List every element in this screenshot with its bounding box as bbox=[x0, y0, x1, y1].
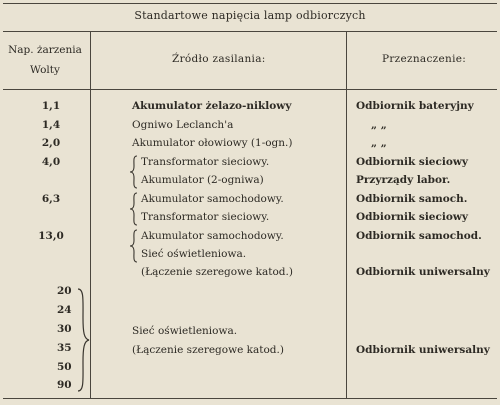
purpose-cell: Odbiornik samochod. bbox=[356, 230, 482, 242]
header-voltage-line1: Nap. żarzenia bbox=[8, 44, 82, 56]
voltage-cell: 4,0 bbox=[41, 156, 61, 168]
voltage-cell: 24 bbox=[57, 304, 72, 316]
table-top-border bbox=[3, 3, 497, 4]
source-cell: (Łączenie szeregowe katod.) bbox=[132, 344, 284, 356]
purpose-cell: Przyrządy labor. bbox=[356, 174, 451, 186]
voltage-cell: 50 bbox=[57, 361, 72, 373]
purpose-cell: Odbiornik sieciowy bbox=[356, 211, 469, 223]
source-cell: Ogniwo Leclanch'a bbox=[132, 119, 234, 131]
purpose-cell: Odbiornik samoch. bbox=[356, 193, 468, 205]
column-divider-1 bbox=[90, 31, 91, 399]
voltage-cell: 20 bbox=[57, 285, 72, 297]
source-cell: Sieć oświetleniowa. bbox=[132, 325, 238, 337]
purpose-cell: Odbiornik bateryjny bbox=[356, 100, 474, 112]
source-cell: Transformator sieciowy. bbox=[141, 156, 270, 168]
table-bottom-border bbox=[3, 398, 497, 399]
header-purpose: Przeznaczenie: bbox=[382, 53, 467, 65]
voltage-cell: 30 bbox=[57, 323, 72, 335]
header-separator bbox=[3, 89, 497, 90]
title-separator bbox=[3, 31, 497, 32]
voltage-cell: 35 bbox=[57, 342, 72, 354]
voltage-cell: 2,0 bbox=[41, 137, 61, 149]
brace-icon bbox=[129, 229, 139, 263]
voltage-cell: 90 bbox=[57, 379, 72, 391]
purpose-cell: Odbiornik uniwersalny bbox=[356, 266, 490, 278]
source-cell: Sieć oświetleniowa. bbox=[141, 248, 247, 260]
table-title: Standartowe napięcia lamp odbiorczych bbox=[134, 9, 366, 22]
voltage-cell: 13,0 bbox=[38, 230, 64, 242]
purpose-cell: Odbiornik sieciowy bbox=[356, 156, 469, 168]
brace-icon bbox=[129, 155, 139, 189]
source-cell: Akumulator (2-ogniwa) bbox=[141, 174, 264, 186]
source-cell: Akumulator żelazo-niklowy bbox=[132, 100, 292, 112]
voltage-cell: 6,3 bbox=[41, 193, 61, 205]
header-source: Źródło zasilania: bbox=[172, 53, 266, 65]
brace-icon bbox=[129, 192, 139, 226]
column-divider-2 bbox=[346, 31, 347, 399]
purpose-cell: Odbiornik uniwersalny bbox=[356, 344, 490, 356]
source-cell: Akumulator samochodowy. bbox=[141, 193, 284, 205]
purpose-cell: „ „ bbox=[371, 137, 387, 149]
source-cell: Transformator sieciowy. bbox=[141, 211, 270, 223]
voltage-cell: 1,4 bbox=[41, 119, 61, 131]
source-cell: Akumulator samochodowy. bbox=[141, 230, 284, 242]
source-cell: (Łączenie szeregowe katod.) bbox=[141, 266, 293, 278]
source-cell: Akumulator ołowiowy (1-ogn.) bbox=[132, 137, 293, 149]
purpose-cell: „ „ bbox=[371, 119, 387, 131]
header-voltage-line2: Wolty bbox=[30, 64, 60, 76]
voltage-cell: 1,1 bbox=[41, 100, 61, 112]
brace-icon bbox=[76, 288, 90, 392]
